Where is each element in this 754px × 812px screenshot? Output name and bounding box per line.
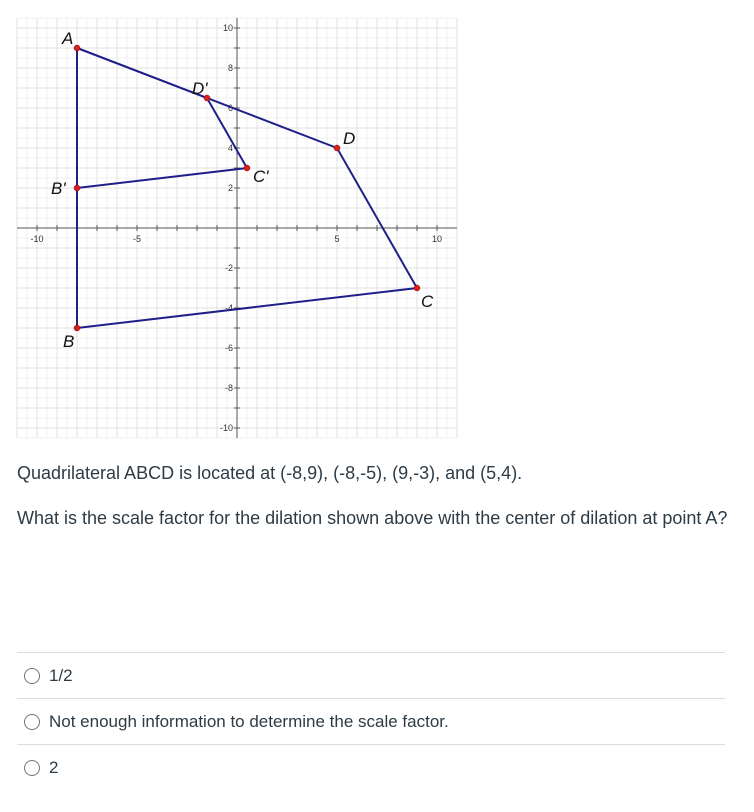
point-cp bbox=[244, 165, 250, 171]
point-label-b: B bbox=[63, 332, 75, 351]
point-b bbox=[74, 325, 80, 331]
y-tick-label: -10 bbox=[219, 423, 233, 433]
radio-button-icon[interactable] bbox=[24, 668, 40, 684]
point-c bbox=[414, 285, 420, 291]
y-tick-label: -8 bbox=[224, 383, 233, 393]
point-label-d: D bbox=[343, 129, 356, 148]
answer-choice-label: 1/2 bbox=[49, 665, 73, 685]
y-tick-label: 4 bbox=[227, 143, 233, 153]
answer-choice-label: 2 bbox=[49, 757, 59, 777]
coordinate-graph bbox=[0, 0, 460, 445]
x-tick-label: 10 bbox=[431, 234, 443, 244]
y-tick-label: -6 bbox=[224, 343, 233, 353]
x-tick-label: -5 bbox=[132, 234, 142, 244]
axes bbox=[17, 18, 457, 438]
x-tick-label: 5 bbox=[334, 234, 340, 244]
point-d bbox=[334, 145, 340, 151]
point-label-cp: C' bbox=[253, 167, 269, 186]
answer-choice-label: Not enough information to determine the scale factor. bbox=[49, 711, 449, 731]
x-tick-label: -10 bbox=[30, 234, 44, 244]
point-bp bbox=[74, 185, 80, 191]
point-label-c: C bbox=[421, 292, 434, 311]
answer-choices bbox=[17, 652, 725, 790]
answer-choice-1[interactable] bbox=[17, 652, 725, 698]
point-a bbox=[74, 45, 80, 51]
point-label-dp: D' bbox=[192, 79, 208, 98]
radio-button-icon[interactable] bbox=[24, 714, 40, 730]
y-tick-label: -2 bbox=[224, 263, 233, 273]
y-tick-label: 8 bbox=[227, 63, 233, 73]
question-prompt-text: What is the scale factor for the dilation shown above with the center of dilation at point A? bbox=[17, 508, 728, 528]
answer-choice-2[interactable] bbox=[17, 698, 725, 744]
question-location-text: Quadrilateral ABCD is located at (-8,9), (-8,-5), (9,-3), and (5,4). bbox=[17, 463, 523, 483]
answer-choice-3[interactable] bbox=[17, 744, 725, 790]
y-tick-label: 10 bbox=[222, 23, 233, 33]
y-tick-label: 6 bbox=[227, 103, 233, 113]
y-tick-label: -4 bbox=[224, 303, 233, 313]
point-label-bp: B' bbox=[51, 179, 66, 198]
radio-button-icon[interactable] bbox=[24, 760, 40, 776]
y-tick-label: 2 bbox=[227, 183, 233, 193]
point-label-a: A bbox=[62, 29, 74, 48]
